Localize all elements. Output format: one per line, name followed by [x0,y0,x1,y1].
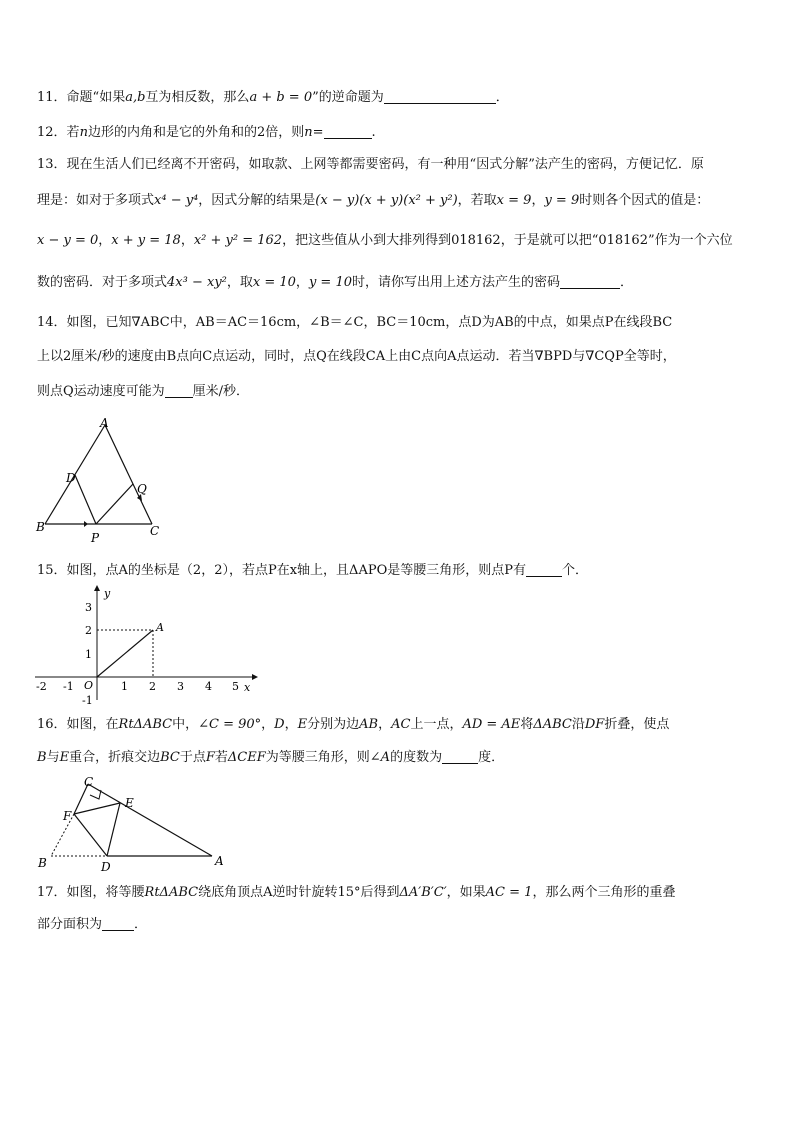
q16-comma: ， [284,717,298,732]
answer-blank[interactable] [324,124,372,139]
label-p: P [91,531,100,545]
q16-comma: ， [378,717,392,732]
question-13-line-1: 13．现在生活人们已经离不开密码，如取款、上网等都需要密码，有一种用“因式分解”法产生的密码，方便记忆．原 [37,157,704,172]
q17-ac: AC = 1 [485,885,533,900]
origin-label: O [84,679,94,692]
x-tick-label: 1 [121,680,128,693]
q13-text: ，若取 [457,193,497,208]
q16-e: E [297,717,308,732]
q13-y: y = 9 [544,193,580,208]
segment-ed [107,803,120,856]
q12-text-mid: 边形的内角和是它的外角和的2倍，则 [87,125,305,140]
segment-dp [75,475,96,524]
question-number: 12． [37,125,67,140]
question-17-line-2 [37,916,147,934]
q16-triangle: RtΔABC [118,717,173,732]
q13-end: ． [620,275,634,290]
question-14-line-1: 14．如图，已知∇ABC中，AB＝AC＝16cm，∠B＝∠C，BC＝10cm，点D为AB的中点，如果点P在线段BC [37,315,673,330]
q15-text: 15．如图，点A的坐标是（2，2），若点P在x轴上，且ΔAPO是等腰三角形，则点P有 [37,563,526,578]
q13-text: ，取 [226,275,253,290]
arrow-p-icon [84,521,88,527]
question-number: 11． [37,90,67,105]
q13-text: ，因式分解的结果是 [198,193,316,208]
q16-abc: ΔABC [533,717,572,732]
x-tick-label: -2 [36,680,47,693]
q12-text: 若 [66,125,80,140]
q13-poly-2: 4x³ − xy² [167,275,227,290]
answer-blank[interactable] [526,562,562,577]
x-tick-label: 4 [205,680,212,693]
figure-q16-fold [30,772,235,874]
q13-comma: ， [531,193,545,208]
q16-angle: ∠C = 90° [198,717,262,732]
q13-comma: ， [180,233,194,248]
q13-value-2: x + y = 18 [111,233,181,248]
q13-text: 理是：如对于多项式 [37,193,155,208]
question-13-line-4 [37,274,633,292]
label-q: Q [137,482,147,496]
q12-end: . [371,125,376,140]
q17-rotated-triangle: ΔA′B′C′ [399,885,447,900]
q16-text: 于点 [179,750,206,765]
q16-text: 与 [46,750,60,765]
q11-text-post: ”的逆命题为 [312,90,384,105]
q16-unit: 度． [478,750,505,765]
q16-cef: ΔCEF [227,750,266,765]
question-13-line-2 [37,192,709,210]
label-c: C [84,775,94,789]
q14-text: 则点Q运动速度可能为 [37,384,165,399]
q16-angle-a: ∠A [369,750,391,765]
q11-equation: a + b = 0 [249,90,313,105]
x-tick-label: 2 [149,680,156,693]
q13-comma: ， [295,275,309,290]
answer-blank[interactable] [560,274,620,289]
q14-unit: 厘米/秒． [192,384,250,399]
q17-end: ． [134,917,148,932]
y-tick-label: 1 [85,648,92,661]
label-a: A [215,854,224,868]
q16-d: D [274,717,285,732]
right-angle-mark [90,790,101,799]
label-b: B [36,520,45,534]
x-tick-label: 3 [177,680,184,693]
q16-text: 16．如图，在 [37,717,119,732]
q16-text: 为等腰三角形，则 [265,750,370,765]
question-14-line-3 [37,383,249,401]
q11-vars: a,b [125,90,146,105]
segment-oa [97,630,153,677]
answer-blank[interactable] [442,749,478,764]
q13-text: 时则各个因式的值是： [579,193,710,208]
y-axis-label: y [104,587,111,600]
q13-value-1: x − y = 0 [37,233,99,248]
label-a: A [100,416,109,430]
q13-x2: x = 10 [252,275,296,290]
label-d: D [101,860,111,874]
question-17-line-1 [37,884,675,902]
q12-var: n [79,125,88,140]
y-tick-label: 2 [85,624,92,637]
segment-fe [74,803,120,814]
q16-ac: AC [391,717,411,732]
q16-ab: AB [359,717,379,732]
label-e: E [125,796,134,810]
q16-text: 中， [172,717,199,732]
q17-text: ，如果 [446,885,486,900]
q13-value-3: x² + y² = 162 [193,233,283,248]
question-14-line-2: 上以2厘米/秒的速度由B点向C点运动，同时，点Q在线段CA上由C点向A点运动．若当∇BPD与∇CQP全等时， [37,349,676,364]
q17-triangle: RtΔABC [144,885,199,900]
x-tick-label: -1 [63,680,74,693]
q16-text: 将 [520,717,534,732]
point-a-label: A [156,621,164,634]
q13-poly: x⁴ − y⁴ [154,193,199,208]
label-f: F [63,809,72,823]
q17-text: 17．如图，将等腰 [37,885,145,900]
q17-text: 部分面积为 [37,917,103,932]
label-d: D [66,471,76,485]
q12-var2: n [304,125,313,140]
q17-text: ，那么两个三角形的重叠 [532,885,676,900]
y-tick-label: 3 [85,601,92,614]
q16-b: B [37,750,47,765]
x-axis-label: x [244,681,251,694]
question-13-line-3 [37,232,733,250]
q15-end: 个． [561,563,588,578]
answer-blank[interactable] [384,89,496,104]
q13-text: ，把这些值从小到大排列得到018162，于是就可以把“018162”作为一个六位 [282,233,733,248]
q16-text: 分别为边 [307,717,360,732]
q11-text-mid: 互为相反数，那么 [145,90,250,105]
side-ca [88,784,212,856]
figure-q14-triangle [30,415,180,547]
q13-text: 时，请你写出用上述方法产生的密码 [351,275,560,290]
q11-end: ． [495,90,509,105]
x-arrow-icon [252,674,258,680]
segment-fd [74,814,107,856]
y-arrow-icon [94,585,100,591]
x-tick-label: 5 [232,680,239,693]
side-ac [105,425,152,524]
figure-q15-coordinate-plane [30,585,262,707]
question-16-line-2 [37,749,504,767]
question-15 [37,562,588,580]
q13-x: x = 9 [496,193,532,208]
q16-text: 折叠，使点 [604,717,670,732]
q17-text: 绕底角顶点A逆时针旋转15°后得到 [198,885,400,900]
question-11 [37,89,509,107]
label-c: C [150,524,160,538]
question-12 [37,124,376,142]
q13-text: 数的密码．对于多项式 [37,275,168,290]
q13-factor: (x − y)(x + y)(x² + y²) [315,193,458,208]
q16-text: 若 [214,750,228,765]
y-tick-label: -1 [82,694,93,707]
q12-equals: = [312,125,324,140]
q16-e: E [59,750,70,765]
q13-y2: y = 10 [308,275,352,290]
question-16-line-1 [37,716,669,734]
answer-blank[interactable] [102,916,134,931]
q16-text: 的度数为 [390,750,443,765]
label-b: B [38,856,47,870]
q16-ad-ae: AD = AE [462,717,521,732]
q13-comma: ， [98,233,112,248]
q16-text: 上一点， [410,717,463,732]
q16-text: 沿 [571,717,585,732]
segment-pq [96,484,133,524]
q16-df: DF [584,717,605,732]
q11-text: 命题“如果 [66,90,126,105]
q16-f: F [205,750,215,765]
q16-comma: ， [261,717,275,732]
answer-blank[interactable] [165,383,193,398]
q16-text: 重合，折痕交边 [69,750,161,765]
q16-bc: BC [160,750,180,765]
